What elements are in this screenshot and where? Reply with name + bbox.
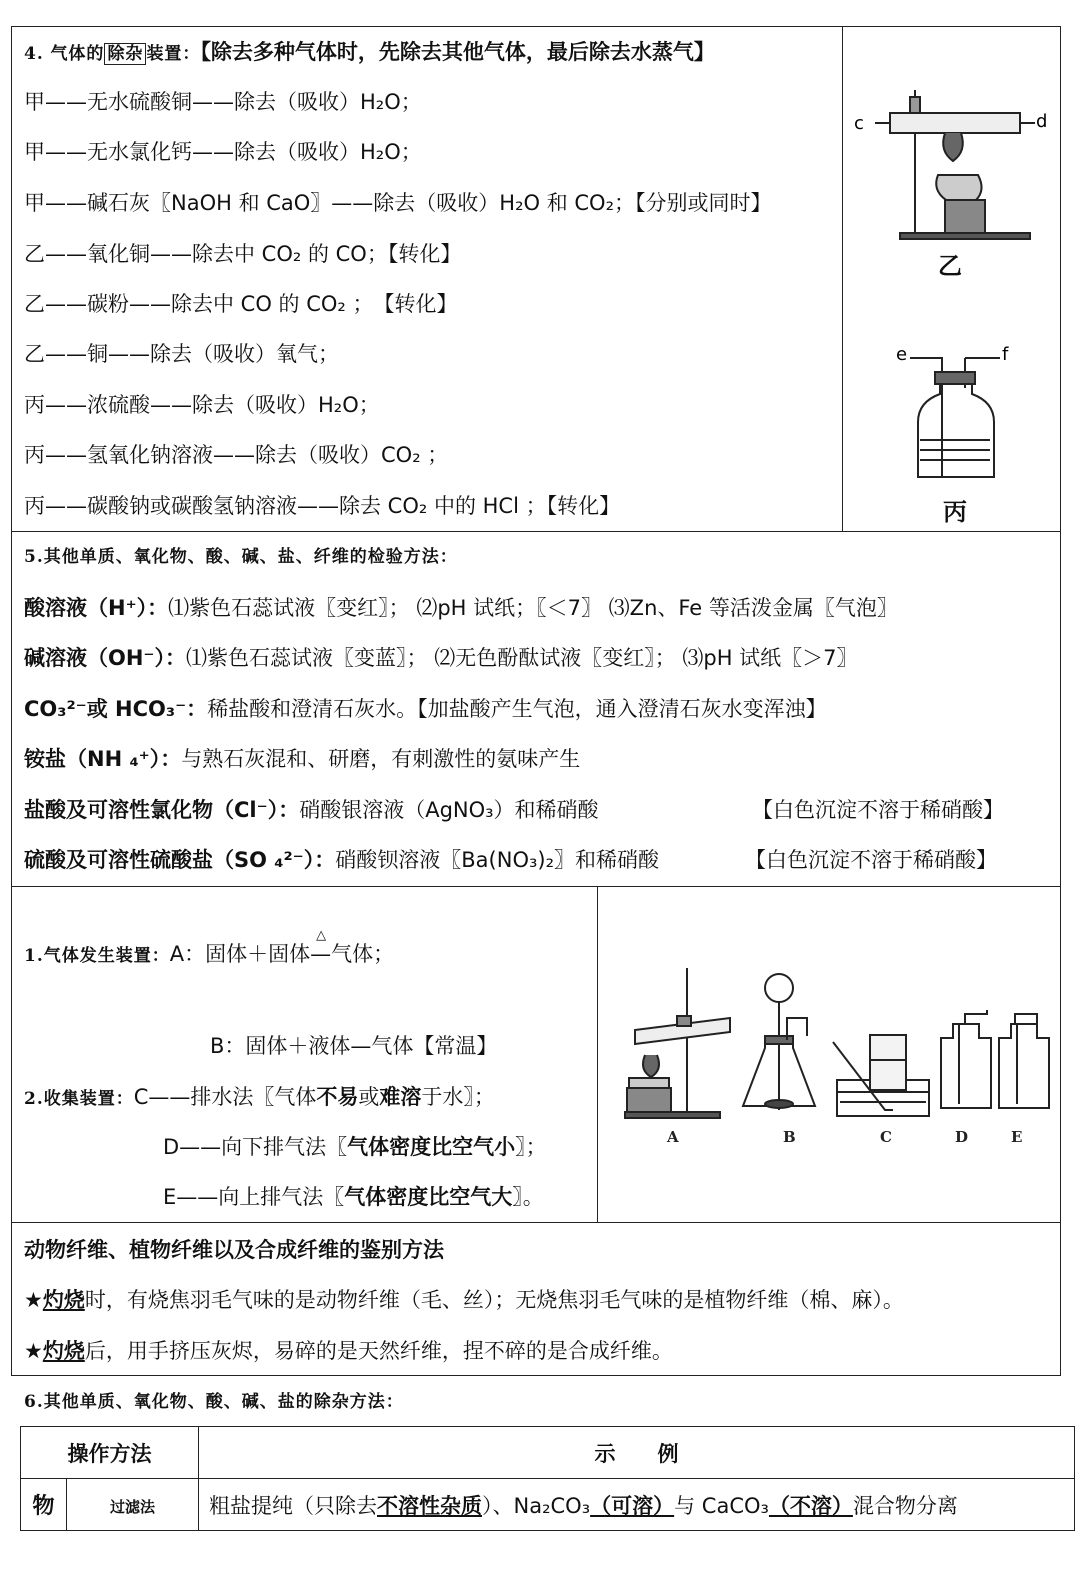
- section5-sulfate: 硫酸及可溶性硫酸盐（SO ₄²⁻）：硝酸钡溶液〖Ba(NO₃)₂〗和稀硝酸: [24, 848, 660, 872]
- star-icon: ★: [24, 1288, 43, 1312]
- gas-apparatus-figure: [615, 960, 1055, 1150]
- section6-heading: 6.其他单质、氧化物、酸、碱、盐的除杂方法：: [24, 1392, 404, 1412]
- gas-fig-label-b: B: [783, 1128, 796, 1146]
- table-cell-category: 物: [21, 1479, 67, 1531]
- fiber-line-2: ★灼烧后，用手挤压灰烬，易碎的是天然纤维，捏不碎的是合成纤维。: [24, 1339, 673, 1363]
- star-icon: ★: [24, 1339, 43, 1363]
- section4-rule: 【除去多种气体时，先除去其他气体，最后除去水蒸气】: [200, 40, 715, 64]
- apparatus-yi-label-c: c: [854, 113, 864, 134]
- section5-acid: 酸溶液（H⁺）：⑴紫色石蕊试液〖变红〗； ⑵pH 试纸；〖＜7〗 ⑶Zn、Fe 等活泼金属〖气泡〗: [24, 596, 898, 620]
- section4-line: 丙——碳酸钠或碳酸氢钠溶液——除去 CO₂ 中的 HCl ；【转化】: [24, 494, 621, 518]
- section5-sulfate-note: 【白色沉淀不溶于稀硝酸】: [745, 848, 997, 872]
- apparatus-bing-figure: [890, 340, 1020, 485]
- gas-item2-d: D——向下排气法〖气体密度比空气小〗；: [163, 1135, 547, 1159]
- section4-line: 甲——无水硫酸铜——除去（吸收）H₂O；: [24, 90, 422, 114]
- section4-line: 丙——浓硫酸——除去（吸收）H₂O；: [24, 393, 380, 417]
- table-cell-example: 粗盐提纯（只除去不溶性杂质）、Na₂CO₃（可溶）与 CaCO₃（不溶）混合物分离: [199, 1479, 1075, 1531]
- section4-line: 乙——碳粉——除去中 CO 的 CO₂ ； 【转化】: [24, 292, 458, 316]
- delta-symbol: △: [316, 928, 327, 943]
- section5-base: 碱溶液（OH⁻）：⑴紫色石蕊试液〖变蓝〗； ⑵无色酚酞试液〖变红〗； ⑶pH 试纸〖＞7〗: [24, 646, 858, 670]
- gas-item2-e: E——向上排气法〖气体密度比空气大〗。: [163, 1185, 544, 1209]
- section5-chloride: 盐酸及可溶性氯化物（Cl⁻）：硝酸银溶液（AgNO₃）和稀硝酸: [24, 798, 599, 822]
- gas-fig-label-e: E: [1011, 1128, 1023, 1146]
- section4-line: 甲——碱石灰〖NaOH 和 CaO〗——除去（吸收）H₂O 和 CO₂；【分别或同时】: [24, 191, 772, 215]
- apparatus-bing-label: 丙: [943, 498, 967, 526]
- section4-divider: [842, 26, 843, 532]
- apparatus-bing-label-e: e: [896, 344, 908, 365]
- table-cell-method: 过滤法: [67, 1479, 199, 1531]
- table-header-example: 示 例: [199, 1427, 1075, 1479]
- section5-heading: 5.其他单质、氧化物、酸、碱、盐、纤维的检验方法：: [24, 547, 458, 567]
- section5-ammonium: 铵盐（NH ₄⁺）：与熟石灰混和、研磨，有刺激性的氨味产生: [24, 747, 581, 771]
- gas-section-divider: [597, 886, 598, 1223]
- gas-fig-label-d: D: [955, 1128, 969, 1146]
- apparatus-yi-figure: [850, 85, 1050, 245]
- section4-line: 丙——氢氧化钠溶液——除去（吸收）CO₂ ；: [24, 443, 449, 467]
- table-header-method: 操作方法: [21, 1427, 199, 1479]
- section4-line: 乙——铜——除去（吸收）氧气；: [24, 342, 339, 366]
- section4-line: 乙——氧化铜——除去中 CO₂ 的 CO；【转化】: [24, 242, 462, 266]
- section5-chloride-note: 【白色沉淀不溶于稀硝酸】: [752, 798, 1004, 822]
- gas-item2-c: 2.收集装置：C——排水法〖气体不易或难溶于水〗；: [24, 1085, 495, 1109]
- section4-heading: 4. 气体的 除杂 装置：【除去多种气体时，先除去其他气体，最后除去水蒸气】: [24, 40, 715, 64]
- fiber-heading: 动物纤维、植物纤维以及合成纤维的鉴别方法: [24, 1238, 444, 1262]
- gas-item1: 1.气体发生装置：A：固体＋固体 △ —气体；: [24, 940, 394, 970]
- apparatus-yi-label: 乙: [938, 252, 962, 280]
- apparatus-bing-label-f: f: [1002, 344, 1009, 365]
- fiber-line-1: ★灼烧时，有烧焦羽毛气味的是动物纤维（毛、丝）；无烧焦羽毛气味的是植物纤维（棉、麻）。: [24, 1288, 904, 1312]
- section6-table: [20, 1426, 1075, 1531]
- section4-line: 甲——无水氯化钙——除去（吸收）H₂O；: [24, 140, 422, 164]
- gas-fig-label-a: A: [667, 1128, 679, 1146]
- section5-carbonate: CO₃²⁻或 HCO₃⁻：稀盐酸和澄清石灰水。【加盐酸产生气泡，通入澄清石灰水变浑浊】: [24, 697, 827, 721]
- gas-fig-label-c: C: [880, 1128, 892, 1146]
- gas-item1-b: B：固体＋液体—气体【常温】: [210, 1034, 498, 1058]
- apparatus-yi-label-d: d: [1036, 111, 1048, 132]
